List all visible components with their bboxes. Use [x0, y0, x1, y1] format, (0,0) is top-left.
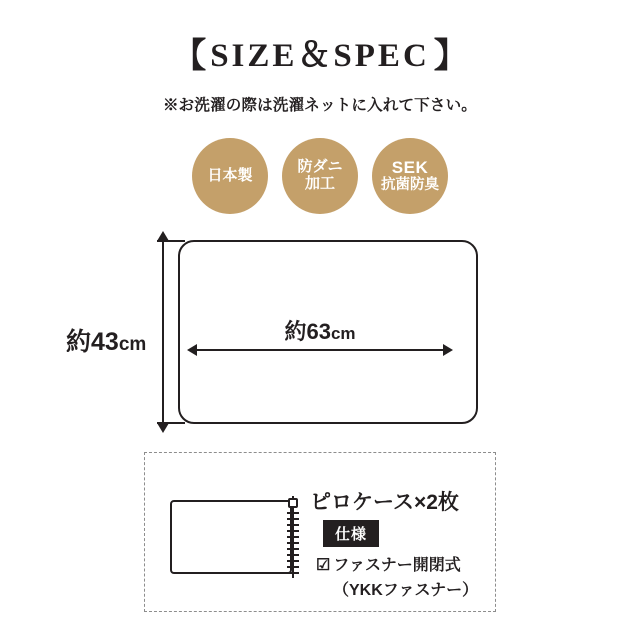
checkbox-icon: ☑ — [316, 557, 331, 574]
zipper-tooth — [287, 572, 299, 574]
page-title — [0, 28, 640, 77]
height-value: 約43 — [66, 328, 119, 356]
washing-note: ※お洗濯の際は洗濯ネットに入れて下さい。 — [162, 97, 477, 114]
feature-badges — [0, 138, 640, 214]
title-text: SIZE＆SPEC — [210, 38, 430, 74]
zipper-tooth — [287, 542, 299, 544]
spec-item-closure-label: ファスナー開閉式 — [333, 557, 461, 574]
width-label — [0, 315, 640, 346]
width-value: 約63 — [284, 319, 331, 344]
spec-item-zipper-brand: （YKKファスナー） — [333, 582, 479, 599]
zipper-tooth — [287, 518, 299, 520]
width-unit: cm — [330, 324, 356, 343]
product-title: ピロケース×2枚 — [310, 491, 459, 514]
badge-anti-mite — [282, 138, 358, 214]
badge-made-in-japan — [192, 138, 268, 214]
height-unit: cm — [118, 334, 147, 355]
badge-anti-mite-line1: 防ダニ — [297, 158, 343, 176]
title-bracket-left: 【 — [172, 38, 207, 75]
badge-made-in-japan-line1: 日本製 — [207, 166, 253, 184]
pillowcase-thumbnail — [170, 500, 292, 574]
zipper-icon — [286, 496, 300, 578]
zipper-tooth — [287, 524, 299, 526]
width-arrow-icon — [196, 349, 444, 351]
zipper-tooth — [287, 536, 299, 538]
zipper-tooth — [287, 512, 299, 514]
zipper-tooth — [287, 560, 299, 562]
spec-tag: 仕様 — [323, 520, 379, 547]
zipper-tooth — [287, 554, 299, 556]
spec-item-closure — [316, 552, 461, 575]
zipper-tooth — [287, 530, 299, 532]
zipper-pull — [288, 498, 298, 508]
zipper-tooth — [287, 548, 299, 550]
badge-anti-mite-line2: 加工 — [304, 175, 335, 192]
zipper-tooth — [287, 566, 299, 568]
badge-sek — [372, 138, 448, 214]
badge-sek-line2: 抗菌防臭 — [381, 177, 439, 194]
title-bracket-right: 】 — [433, 38, 468, 75]
badge-sek-line1: SEK — [391, 158, 429, 178]
